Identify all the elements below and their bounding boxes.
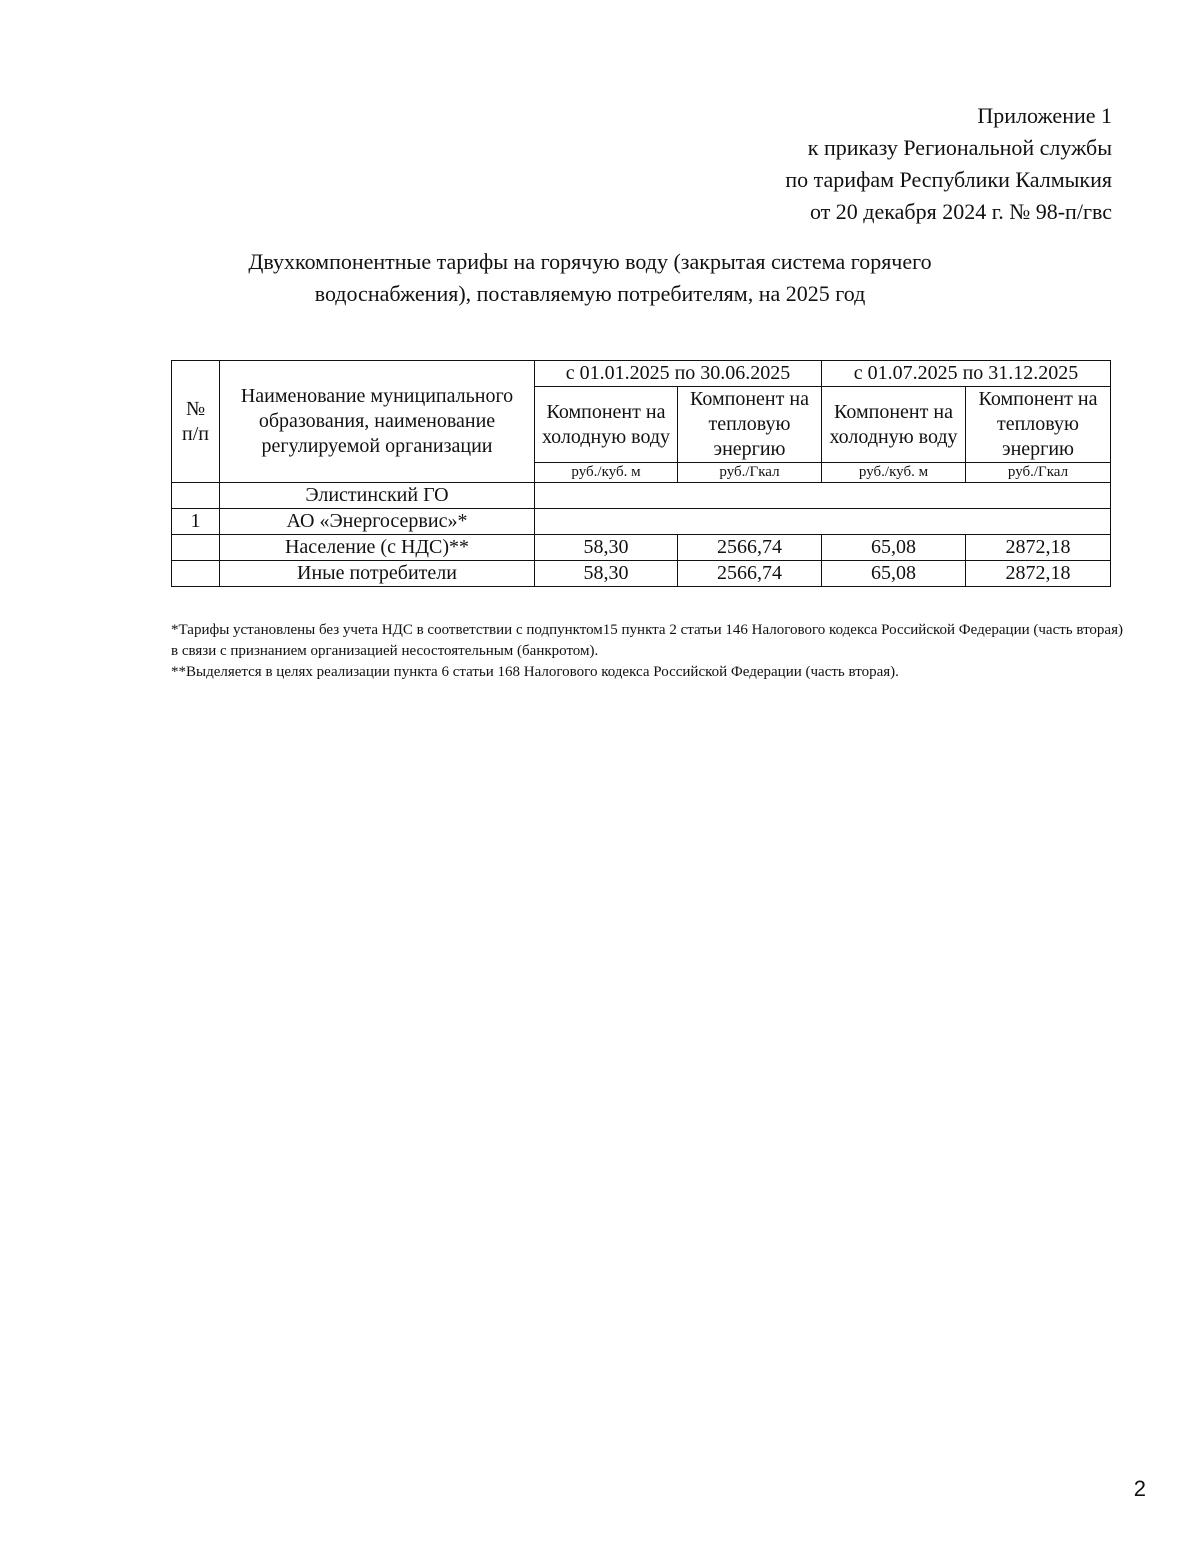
value-cold-1: 58,30 bbox=[535, 535, 678, 561]
appendix-line-3: по тарифам Республики Калмыкия bbox=[785, 167, 1112, 192]
unit-cold-1: руб./куб. м bbox=[535, 463, 678, 483]
row-empty-values bbox=[535, 483, 1111, 509]
value-cold-2: 65,08 bbox=[822, 535, 966, 561]
value-heat-1: 2566,74 bbox=[678, 561, 822, 587]
header-period-2: с 01.07.2025 по 31.12.2025 bbox=[822, 361, 1111, 387]
unit-cold-2: руб./куб. м bbox=[822, 463, 966, 483]
row-num: 1 bbox=[172, 509, 220, 535]
appendix-line-2: к приказу Региональной службы bbox=[807, 135, 1112, 160]
row-name: Население (с НДС)** bbox=[220, 535, 535, 561]
table-row bbox=[172, 509, 1111, 535]
value-heat-1: 2566,74 bbox=[678, 535, 822, 561]
table-row bbox=[172, 483, 1111, 509]
header-num: № п/п bbox=[172, 361, 220, 483]
title-line-2: водоснабжения), поставляемую потребителям, на 2025 год bbox=[314, 281, 866, 306]
header-component-cold-1: Компонент на холодную воду bbox=[535, 387, 678, 463]
title-line-1: Двухкомпонентные тарифы на горячую воду (закрытая система горячего bbox=[248, 249, 932, 274]
value-heat-2: 2872,18 bbox=[966, 561, 1111, 587]
footnotes bbox=[171, 620, 1131, 683]
appendix-line-4: от 20 декабря 2024 г. № 98-п/гвс bbox=[809, 199, 1112, 224]
appendix-header bbox=[785, 100, 1112, 228]
header-period-1: с 01.01.2025 по 30.06.2025 bbox=[535, 361, 822, 387]
value-cold-1: 58,30 bbox=[535, 561, 678, 587]
table-row bbox=[172, 561, 1111, 587]
row-name: АО «Энергосервис»* bbox=[220, 509, 535, 535]
tariff-table bbox=[171, 360, 1111, 587]
unit-heat-2: руб./Гкал bbox=[966, 463, 1111, 483]
row-num bbox=[172, 483, 220, 509]
row-name: Иные потребители bbox=[220, 561, 535, 587]
unit-heat-1: руб./Гкал bbox=[678, 463, 822, 483]
page-number: 2 bbox=[1133, 1476, 1146, 1501]
footnote-1: *Тарифы установлены без учета НДС в соответствии с подпунктом15 пункта 2 статьи 146 Налогового кодекса Российской Федерации (часть вторая) в связи с признанием организацией несостоятельным (банкротом). bbox=[171, 622, 1123, 659]
header-name: Наименование муниципального образования, наименование регулируемой организации bbox=[220, 361, 535, 483]
value-heat-2: 2872,18 bbox=[966, 535, 1111, 561]
footnote-2: **Выделяется в целях реализации пункта 6 статьи 168 Налогового кодекса Российской Федерации (часть вторая). bbox=[171, 664, 899, 680]
header-component-heat-1: Компонент на тепловую энергию bbox=[678, 387, 822, 463]
row-name: Элистинский ГО bbox=[220, 483, 535, 509]
table-row bbox=[172, 535, 1111, 561]
value-cold-2: 65,08 bbox=[822, 561, 966, 587]
row-num bbox=[172, 561, 220, 587]
row-num bbox=[172, 535, 220, 561]
header-component-heat-2: Компонент на тепловую энергию bbox=[966, 387, 1111, 463]
appendix-line-1: Приложение 1 bbox=[977, 103, 1112, 128]
row-empty-values bbox=[535, 509, 1111, 535]
header-component-cold-2: Компонент на холодную воду bbox=[822, 387, 966, 463]
document-title bbox=[180, 246, 1000, 310]
